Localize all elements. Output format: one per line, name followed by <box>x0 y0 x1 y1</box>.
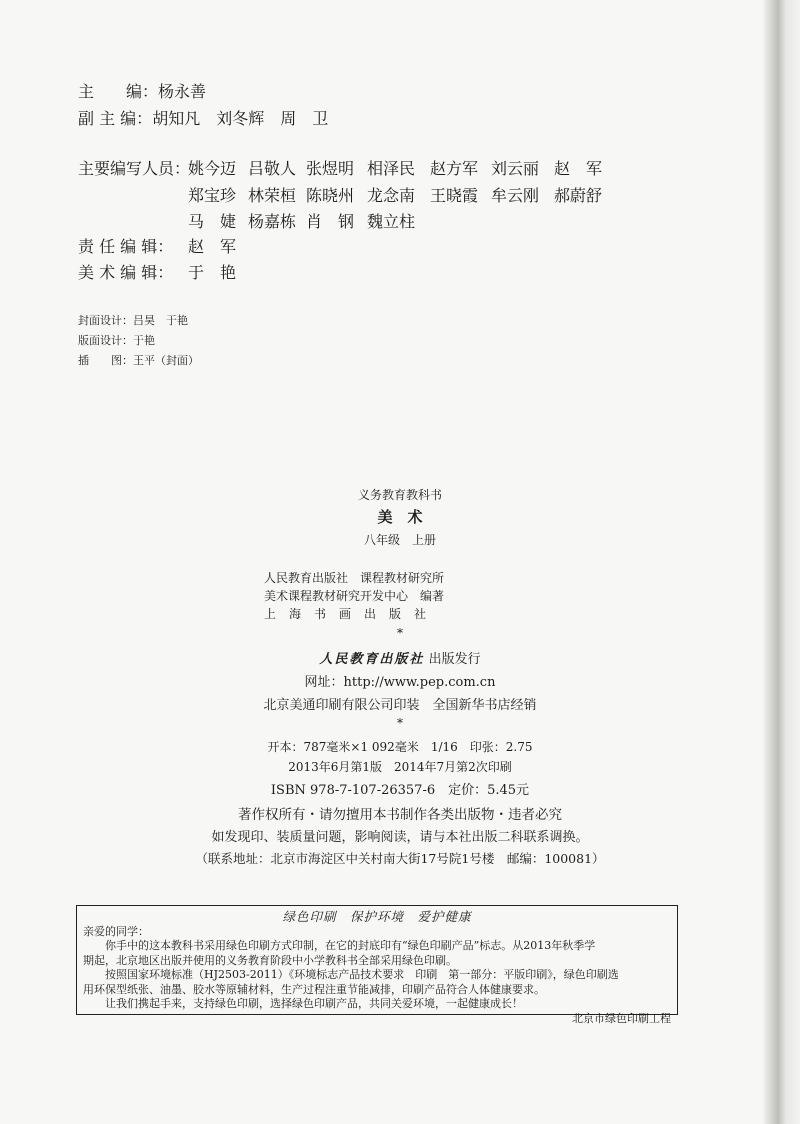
main-writers-row-1 <box>78 156 602 179</box>
website: 网址：http://www.pep.com.cn <box>304 675 496 690</box>
writer-name: 牟云刚 <box>491 186 540 205</box>
main-writers-row-3 <box>188 209 415 232</box>
writer-name: 相泽民 <box>367 159 416 178</box>
publisher-line-1: 人民教育出版社 课程教材研究所 <box>264 571 445 585</box>
writer-name: 赵 军 <box>554 159 603 178</box>
separator-star-2: * <box>397 716 403 730</box>
format-info: 开本：787毫米×1 092毫米 1/16 印张：2.75 <box>267 740 533 754</box>
separator-star-1: * <box>397 626 403 640</box>
writer-name: 魏立柱 <box>367 212 416 231</box>
deputy-editors-names: 胡知凡 刘冬辉 周 卫 <box>152 109 329 128</box>
art-editor-name: 于 艳 <box>188 263 237 282</box>
book-title: 美 术 <box>377 508 423 526</box>
publisher-line-3: 上 海 书 画 出 版 社 <box>264 607 427 621</box>
notice-greeting: 亲爱的同学： <box>83 924 149 938</box>
layout-design: 版面设计：于艳 <box>78 334 155 347</box>
deputy-editors-line <box>78 106 328 129</box>
green-printing-notice <box>76 905 678 1025</box>
notice-paragraph-3: 让我们携起手来，支持绿色印刷，选择绿色印刷产品，共同关爱环境，一起健康成长！ <box>105 997 523 1010</box>
page-edge-shadow <box>762 0 800 1124</box>
deputy-editors-label: 副 主 编： <box>78 109 153 128</box>
printer-info: 北京美通印刷有限公司印装 全国新华书店经销 <box>263 698 537 713</box>
writer-name: 赵方军 <box>430 159 479 178</box>
edition-info: 2013年6月第1版 2014年7月第2次印刷 <box>288 760 512 774</box>
writer-name: 吕敬人 <box>248 159 297 178</box>
main-writers-label: 主要编写人员： <box>78 159 191 178</box>
art-editor-line <box>78 260 236 283</box>
isbn-price: ISBN 978-7-107-26357-6 定价：5.45元 <box>270 783 530 798</box>
notice-paragraph-2-cont: 用环保型纸张、油墨、胶水等原辅材料，生产过程注重节能减排，印刷产品符合人体健康要求。 <box>83 982 545 996</box>
writer-name: 王晓霞 <box>430 186 479 205</box>
publisher-line-2: 美术课程教材研究开发中心 编著 <box>264 589 445 603</box>
notice-signature: 北京市绿色印刷工程 <box>572 1011 671 1025</box>
writer-name: 龙念南 <box>367 186 416 205</box>
chief-editor-name: 杨永善 <box>158 82 207 101</box>
chief-editor-line <box>78 79 206 102</box>
notice-title: 绿色印刷 保护环境 爱护健康 <box>282 909 472 924</box>
contact-address: （联系地址：北京市海淀区中关村南大街17号院1号楼 邮编：100081） <box>195 851 605 866</box>
responsible-editor-line <box>78 234 236 257</box>
writer-name: 姚今迈 <box>188 159 237 178</box>
notice-paragraph-1-cont: 期起，北京地区出版并使用的义务教育阶段中小学教科书全部采用绿色印刷。 <box>83 953 457 967</box>
writer-name: 肖 钢 <box>306 212 355 231</box>
main-writers-row-2 <box>188 183 602 206</box>
responsible-editor-label: 责 任 编 辑： <box>78 237 174 256</box>
writer-name: 马 婕 <box>188 212 237 231</box>
cover-design: 封面设计：吕昊 于艳 <box>78 314 188 327</box>
pep-logo-script: 人民教育出版社 <box>319 652 425 667</box>
distributor-suffix: 出版发行 <box>428 652 481 667</box>
distributor-line <box>0 648 800 667</box>
responsible-editor-name: 赵 军 <box>188 237 237 256</box>
writer-name: 郑宝珍 <box>188 186 237 205</box>
series-name: 义务教育教科书 <box>357 488 442 502</box>
copyright-notice: 著作权所有・请勿擅用本书制作各类出版物・违者必究 <box>238 807 562 823</box>
writer-name: 郝蔚舒 <box>554 186 603 205</box>
notice-paragraph-1: 你手中的这本教科书采用绿色印刷方式印制，在它的封底印有“绿色印刷产品”标志。从2013年秋季学 <box>105 939 596 952</box>
art-editor-label: 美 术 编 辑： <box>78 263 174 282</box>
chief-editor-label: 主 编： <box>78 82 159 101</box>
writer-name: 刘云丽 <box>491 159 540 178</box>
writer-name: 张煜明 <box>306 159 355 178</box>
quality-notice: 如发现印、装质量问题，影响阅读，请与本社出版二科联系调换。 <box>211 830 589 845</box>
writer-name: 林荣桓 <box>248 186 297 205</box>
illustration-credit: 插 图：王平（封面） <box>78 354 199 367</box>
writer-name: 陈晓州 <box>306 186 355 205</box>
notice-paragraph-2: 按照国家环境标准（HJ2503-2011）《环境标志产品技术要求 印刷 第一部分：平版印刷》，绿色印刷选 <box>105 968 619 981</box>
writer-name: 杨嘉栋 <box>248 212 297 231</box>
grade-volume: 八年级 上册 <box>363 533 436 547</box>
